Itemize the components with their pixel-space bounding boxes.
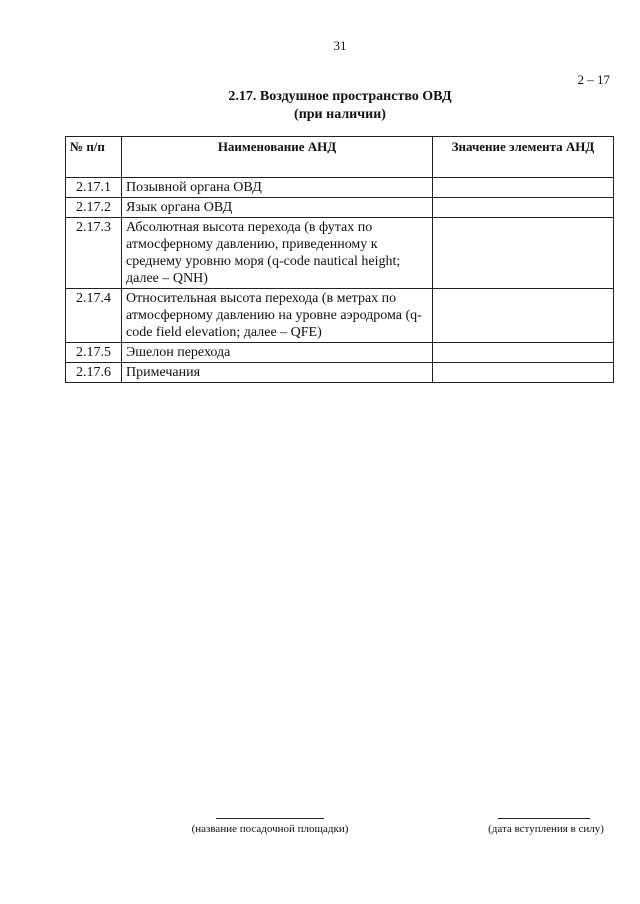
row-value[interactable] [433,218,614,289]
row-name: Эшелон перехода [122,343,433,363]
row-number: 2.17.4 [66,289,122,343]
table-row [66,178,614,198]
row-name: Относительная высота перехода (в метрах по атмосферному давлению на уровне аэродрома (q-code field elevation; далее – QFE) [122,289,433,343]
row-value[interactable] [433,363,614,383]
row-name: Абсолютная высота перехода (в футах по атмосферному давлению, приведенному к среднему уровню моря (q-code nautical height; далее – QNH) [122,218,433,289]
row-name: Позывной органа ОВД [122,178,433,198]
table-row [66,363,614,383]
row-number: 2.17.1 [66,178,122,198]
footer-right-caption: (дата вступления в силу) [488,823,604,835]
table-header-row [66,137,614,178]
section-title-line1: 2.17. Воздушное пространство ОВД [228,89,452,104]
row-number: 2.17.2 [66,198,122,218]
row-number: 2.17.6 [66,363,122,383]
header-name: Наименование АНД [122,137,433,178]
row-value[interactable] [433,289,614,343]
header-value: Значение элемента АНД [433,137,614,178]
row-value[interactable] [433,178,614,198]
row-name: Язык органа ОВД [122,198,433,218]
table-row [66,218,614,289]
footer-left-caption: (название посадочной площадки) [191,823,349,835]
row-number: 2.17.3 [66,218,122,289]
section-title-line2: (при наличии) [294,107,386,122]
row-value[interactable] [433,198,614,218]
table-row [66,198,614,218]
row-value[interactable] [433,343,614,363]
row-number: 2.17.5 [66,343,122,363]
section-title [0,88,640,124]
table-row [66,289,614,343]
section-code: 2 – 17 [577,72,610,87]
footer-left-line [216,818,324,819]
table-row [66,343,614,363]
row-name: Примечания [122,363,433,383]
page-number: 31 [333,38,347,53]
and-table [65,136,614,383]
header-number: № п/п [66,137,122,178]
footer-right-line [498,818,590,819]
